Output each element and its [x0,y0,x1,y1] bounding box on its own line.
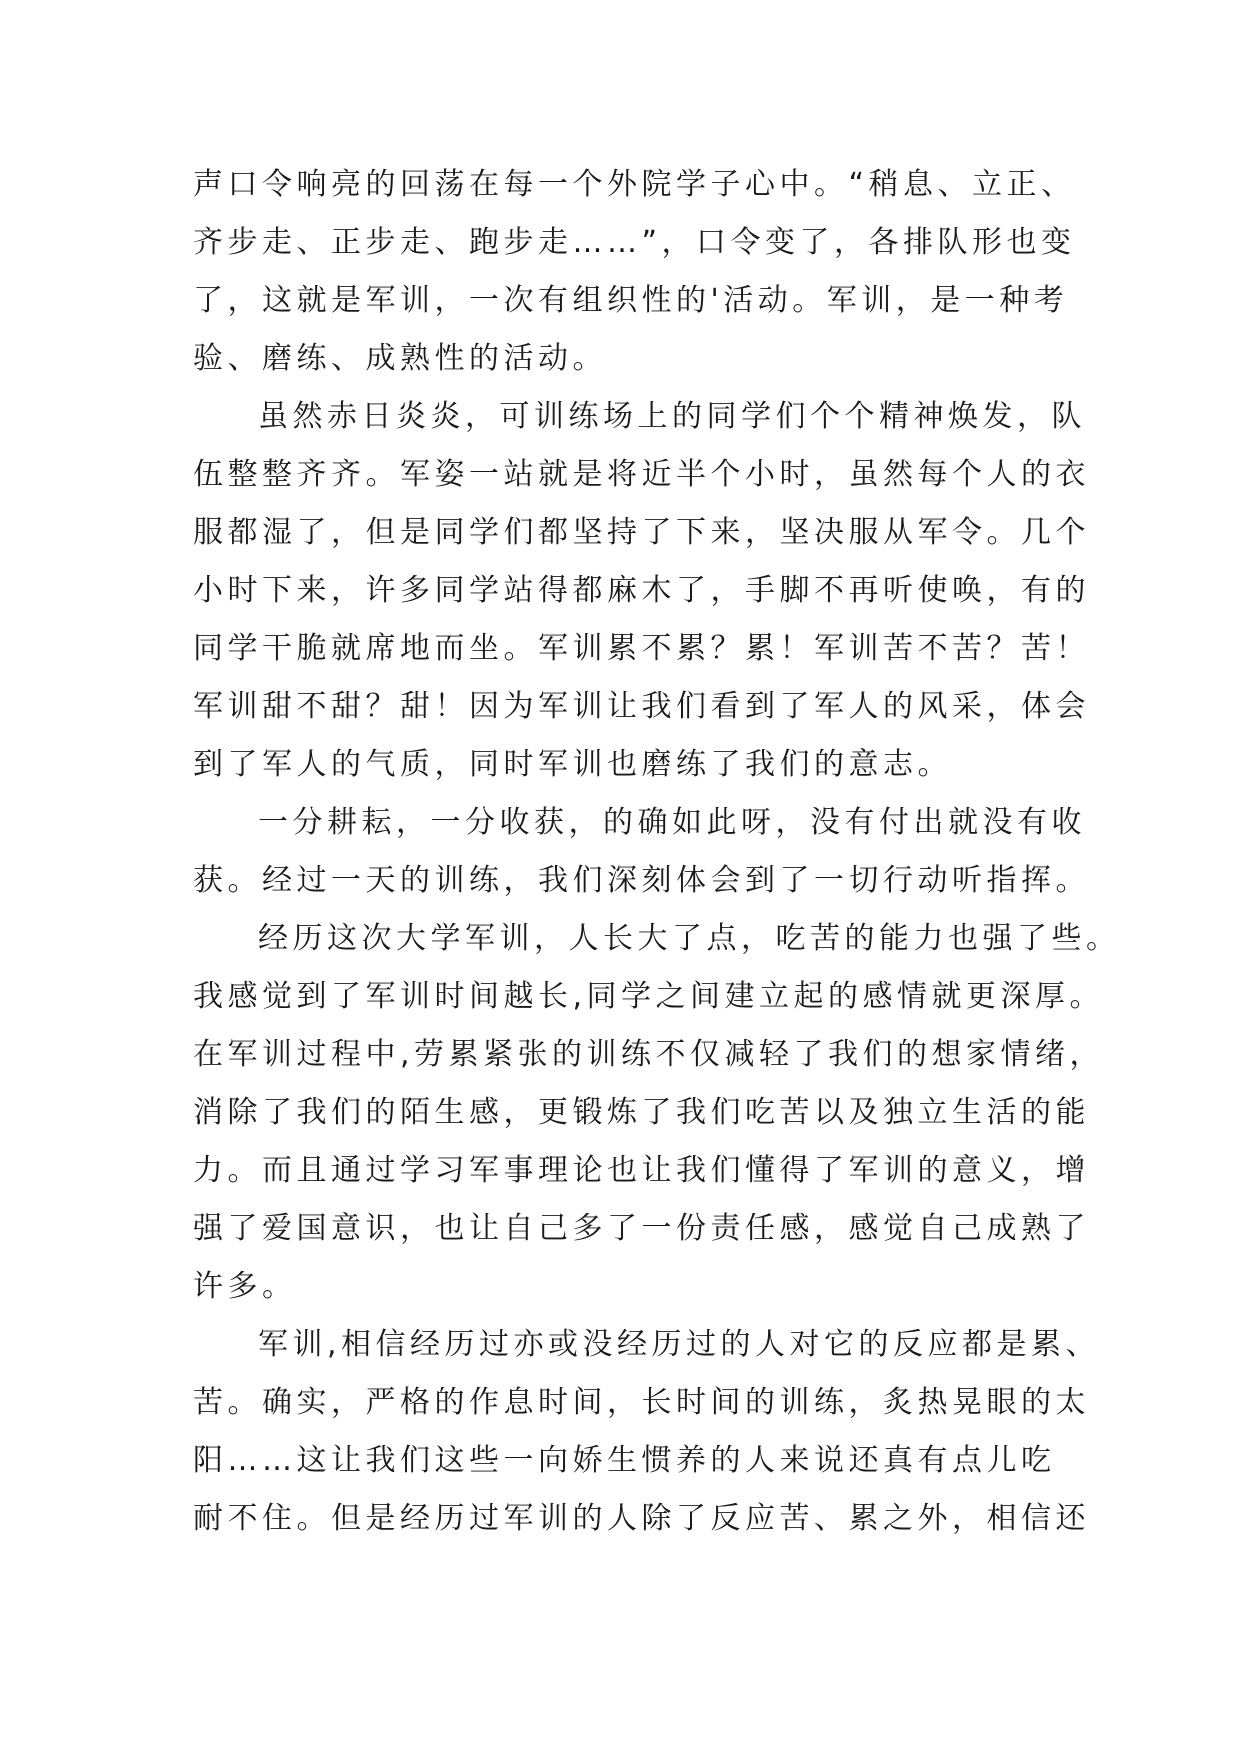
text-line: 同学干脆就席地而坐。军训累不累？累！军训苦不苦？苦！ [193,631,1090,666]
text-line: 我感觉到了军训时间越长,同学之间建立起的感情就更深厚。 [193,979,1105,1014]
text-line: 军训甜不甜？甜！因为军训让我们看到了军人的风采，体会 [193,689,1090,724]
text-line: 到了军人的气质，同时军训也磨练了我们的意志。 [193,747,952,782]
text-line: 阳……这让我们这些一向娇生惯养的人来说还真有点儿吃 [193,1443,1056,1478]
paragraph-first-line: 经历这次大学军训，人长大了点，吃苦的能力也强了些。 [258,921,1121,956]
text-line: 服都湿了，但是同学们都坚持了下来，坚决服从军令。几个 [193,515,1090,550]
text-line: 伍整整齐齐。军姿一站就是将近半个小时，虽然每个人的衣 [193,457,1090,492]
text-line: 力。而且通过学习军事理论也让我们懂得了军训的意义，增 [193,1153,1090,1188]
text-line: 了，这就是军训，一次有组织性的'活动。军训，是一种考 [193,283,1069,318]
text-line: 在军训过程中,劳累紧张的训练不仅减轻了我们的想家情绪， [193,1037,1105,1072]
text-line: 耐不住。但是经历过军训的人除了反应苦、累之外，相信还 [193,1501,1090,1536]
paragraph-first-line: 虽然赤日炎炎，可训练场上的同学们个个精神焕发，队 [258,399,1086,434]
text-line: 声口令响亮的回荡在每一个外院学子心中。“稍息、立正、 [193,167,1076,202]
text-line: 齐步走、正步走、跑步走……”，口令变了，各排队形也变 [193,225,1076,260]
paragraph-first-line: 一分耕耘，一分收获，的确如此呀，没有付出就没有收 [258,805,1086,840]
text-line: 许多。 [193,1269,297,1304]
text-line: 验、磨练、成熟性的活动。 [193,341,607,376]
text-line: 获。经过一天的训练，我们深刻体会到了一切行动听指挥。 [193,863,1090,898]
text-line: 苦。确实，严格的作息时间，长时间的训练，炙热晃眼的太 [193,1385,1090,1420]
text-line: 消除了我们的陌生感，更锻炼了我们吃苦以及独立生活的能 [193,1095,1090,1130]
text-line: 强了爱国意识，也让自己多了一份责任感，感觉自己成熟了 [193,1211,1090,1246]
paragraph-first-line: 军训,相信经历过亦或没经历过的人对它的反应都是累、 [258,1327,1101,1362]
text-line: 小时下来，许多同学站得都麻木了，手脚不再听使唤，有的 [193,573,1090,608]
body-text [193,156,1121,1548]
